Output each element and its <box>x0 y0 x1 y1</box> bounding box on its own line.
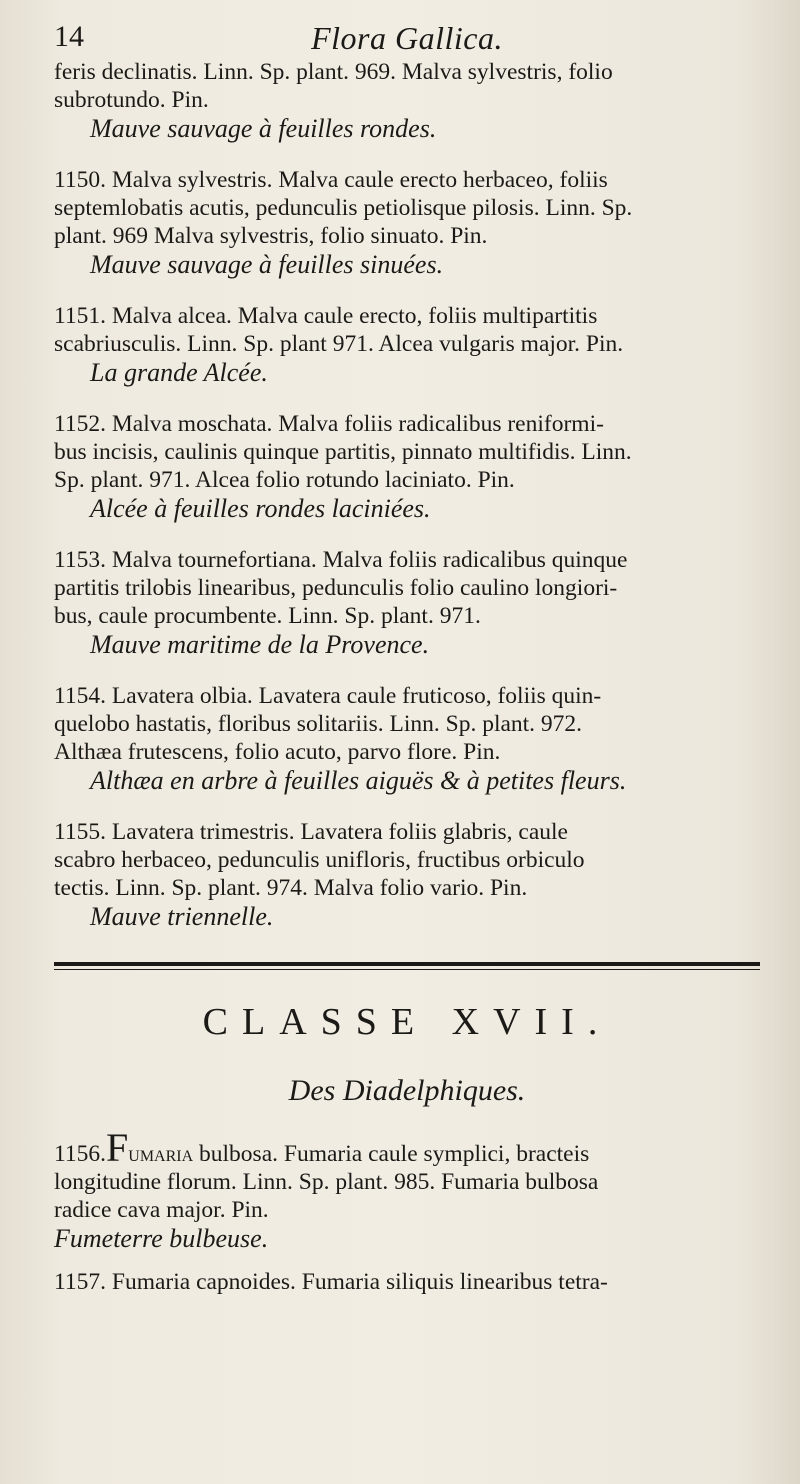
text-line: tectis. Linn. Sp. plant. 974. Malva folio vario. Pin. <box>54 875 528 901</box>
text-line: Sp. plant. 971. Alcea folio rotundo laciniato. Pin. <box>54 467 515 493</box>
text-line: radice cava major. Pin. <box>54 1197 269 1223</box>
drop-cap: F <box>106 1125 129 1170</box>
text-line: 1157. Fumaria capnoides. Fumaria siliquis linearibus tetra- <box>54 1269 608 1295</box>
french-name: Fumeterre bulbeuse. <box>54 1224 269 1253</box>
text-line: longitudine florum. Linn. Sp. plant. 985. Fumaria bulbosa <box>54 1169 599 1195</box>
entry-1151 <box>54 302 760 388</box>
text-line: scabriusculis. Linn. Sp. plant 971. Alcea vulgaris major. Pin. <box>54 331 624 357</box>
page-header <box>54 12 760 62</box>
entry-text <box>54 302 760 358</box>
text-line: 1152. Malva moschata. Malva foliis radicalibus reniformi- <box>54 411 604 437</box>
entry-text <box>54 682 760 766</box>
entry-1155 <box>54 818 760 932</box>
class-heading: CLASSE XVII. <box>202 1001 612 1043</box>
genus-smallcaps: umaria <box>128 1141 194 1167</box>
text-line: 1154. Lavatera olbia. Lavatera caule fruticoso, foliis quin- <box>54 683 602 709</box>
entry-text <box>54 58 760 114</box>
french-name: Mauve sauvage à feuilles rondes. <box>90 114 437 143</box>
class-subheading: Des Diadelphiques. <box>288 1074 526 1107</box>
text-line: feris declinatis. Linn. Sp. plant. 969. Malva sylvestris, folio <box>54 59 613 85</box>
text-line <box>54 1125 760 1170</box>
french-name: Mauve triennelle. <box>90 902 274 931</box>
text-line: Althæa frutescens, folio acuto, parvo flore. Pin. <box>54 739 501 765</box>
thin-rule <box>54 969 760 970</box>
page-number: 14 <box>54 20 84 53</box>
entry-1152 <box>54 410 760 524</box>
page-content <box>54 58 760 1296</box>
french-name: La grande Alcée. <box>90 358 268 387</box>
running-title: Flora Gallica. <box>311 20 503 56</box>
french-name: Althæa en arbre à feuilles aiguës & à petites fleurs. <box>90 766 627 795</box>
french-name: Mauve sauvage à feuilles sinuées. <box>90 250 444 279</box>
entry-text <box>54 410 760 494</box>
entry-1150 <box>54 166 760 280</box>
entry-text <box>54 1125 760 1224</box>
text-line: septemlobatis acutis, pedunculis petiolisque pilosis. Linn. Sp. <box>54 195 633 221</box>
text-line: 1153. Malva tournefortiana. Malva foliis radicalibus quinque <box>54 547 628 573</box>
text-line: partitis trilobis linearibus, pedunculis folio caulino longiori- <box>54 575 618 601</box>
entry-1153 <box>54 546 760 660</box>
entry-text <box>54 166 760 250</box>
line-rest: bulbosa. Fumaria caule symplici, bracteis <box>193 1141 590 1167</box>
entry-1157 <box>54 1268 760 1296</box>
entry-text <box>54 1268 760 1296</box>
text-line: plant. 969 Malva sylvestris, folio sinuato. Pin. <box>54 223 488 249</box>
thick-rule <box>54 962 760 966</box>
entry-text <box>54 546 760 630</box>
french-name: Alcée à feuilles rondes laciniées. <box>90 494 431 523</box>
text-line: 1150. Malva sylvestris. Malva caule erecto herbaceo, foliis <box>54 167 608 193</box>
section-rule <box>54 962 760 970</box>
entry-1156 <box>54 1125 760 1254</box>
text-line: bus incisis, caulinis quinque partitis, pinnato multifidis. Linn. <box>54 439 632 465</box>
entry-text <box>54 818 760 902</box>
text-line: 1151. Malva alcea. Malva caule erecto, foliis multipartitis <box>54 303 598 329</box>
text-line: quelobo hastatis, floribus solitariis. Linn. Sp. plant. 972. <box>54 711 583 737</box>
text-line: 1155. Lavatera trimestris. Lavatera foliis glabris, caule <box>54 819 568 845</box>
entry-1154 <box>54 682 760 796</box>
text-line: subrotundo. Pin. <box>54 87 209 113</box>
text-line: bus, caule procumbente. Linn. Sp. plant. 971. <box>54 603 481 629</box>
french-name: Mauve maritime de la Provence. <box>90 630 430 659</box>
text-line: scabro herbaceo, pedunculis unifloris, fructibus orbiculo <box>54 847 585 873</box>
entry-number: 1156. <box>54 1141 107 1167</box>
entry-continued <box>54 58 760 144</box>
